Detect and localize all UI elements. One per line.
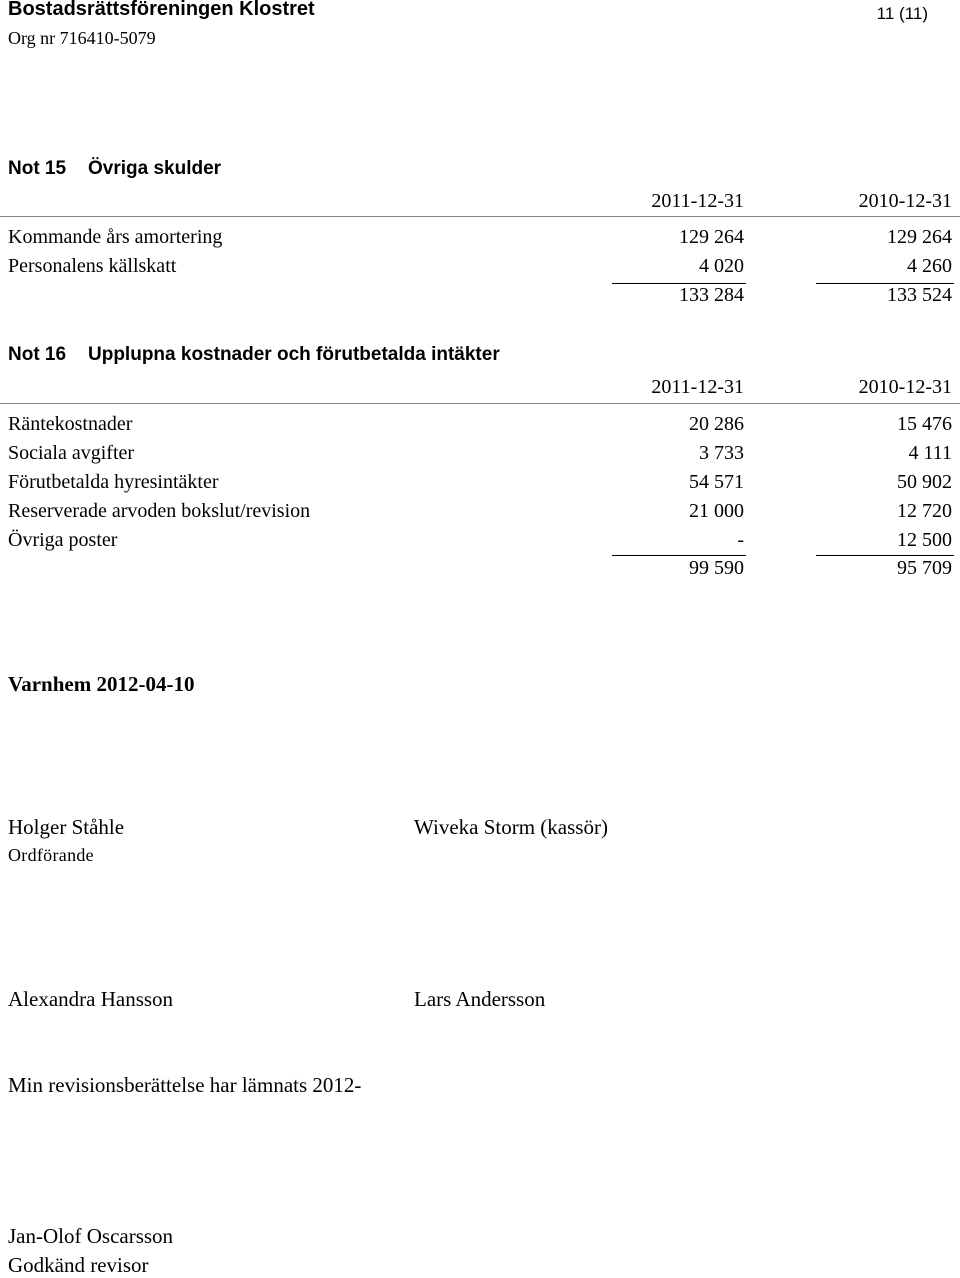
place-date: Varnhem 2012-04-10 bbox=[8, 672, 195, 696]
table-row-value-2010: 12 500 bbox=[897, 529, 952, 551]
note-16-heading bbox=[8, 344, 500, 366]
table-row-value-2010: 12 720 bbox=[897, 500, 952, 522]
table-row-label: Sociala avgifter bbox=[8, 442, 135, 464]
signatory-4-name: Lars Andersson bbox=[414, 987, 546, 1011]
note-15-col1-header: 2011-12-31 bbox=[651, 190, 744, 212]
note-15-total-2011: 133 284 bbox=[679, 284, 744, 306]
signatory-2-name: Wiveka Storm (kassör) bbox=[414, 815, 608, 839]
note-16-total-2010: 95 709 bbox=[897, 557, 952, 579]
note-15-total-2010: 133 524 bbox=[887, 284, 952, 306]
table-row-value-2011: 21 000 bbox=[689, 500, 744, 522]
table-row-value-2010: 4 111 bbox=[908, 442, 952, 464]
signatory-3-name: Alexandra Hansson bbox=[8, 987, 174, 1011]
note-16-header-rule bbox=[0, 403, 960, 404]
note-15-header-rule bbox=[0, 216, 960, 217]
table-row-value-2010: 4 260 bbox=[907, 255, 952, 277]
note-15-title: Övriga skulder bbox=[88, 158, 222, 179]
table-row-value-2011: - bbox=[737, 529, 744, 551]
table-row-label: Övriga poster bbox=[8, 529, 118, 551]
table-row-value-2011: 3 733 bbox=[699, 442, 744, 464]
table-row-value-2011: 54 571 bbox=[689, 471, 744, 493]
organization-number: Org nr 716410-5079 bbox=[8, 28, 156, 48]
table-row-value-2010: 50 902 bbox=[897, 471, 952, 493]
note-16-number: Not 16 bbox=[8, 344, 67, 365]
page-number: 11 (11) bbox=[876, 4, 928, 23]
signatory-1-name: Holger Ståhle bbox=[8, 815, 125, 839]
table-row-label: Förutbetalda hyresintäkter bbox=[8, 471, 219, 493]
table-row-label: Räntekostnader bbox=[8, 413, 133, 435]
audit-report-note: Min revisionsberättelse har lämnats 2012- bbox=[8, 1073, 362, 1097]
table-row-value-2011: 20 286 bbox=[689, 413, 744, 435]
auditor-name: Jan-Olof Oscarsson bbox=[8, 1224, 174, 1248]
signatory-1-role: Ordförande bbox=[8, 845, 94, 865]
organization-name: Bostadsrättsföreningen Klostret bbox=[8, 0, 315, 20]
note-15-number: Not 15 bbox=[8, 158, 67, 179]
table-row-label: Kommande års amortering bbox=[8, 226, 223, 248]
table-row-value-2010: 129 264 bbox=[887, 226, 952, 248]
note-16-total-2011: 99 590 bbox=[689, 557, 744, 579]
table-row-label: Reserverade arvoden bokslut/revision bbox=[8, 500, 311, 522]
table-row-value-2011: 129 264 bbox=[679, 226, 744, 248]
note-16-sum-rule-2010 bbox=[816, 555, 954, 556]
note-16-col2-header: 2010-12-31 bbox=[858, 376, 952, 398]
table-row-label: Personalens källskatt bbox=[8, 255, 177, 277]
note-16-col1-header: 2011-12-31 bbox=[651, 376, 744, 398]
note-15-col2-header: 2010-12-31 bbox=[858, 190, 952, 212]
table-row-value-2011: 4 020 bbox=[699, 255, 744, 277]
table-row-value-2010: 15 476 bbox=[897, 413, 952, 435]
note-16-title: Upplupna kostnader och förutbetalda intäkter bbox=[88, 344, 500, 365]
note-16-sum-rule-2011 bbox=[612, 555, 746, 556]
note-15-heading bbox=[8, 158, 221, 180]
auditor-title: Godkänd revisor bbox=[8, 1253, 149, 1277]
